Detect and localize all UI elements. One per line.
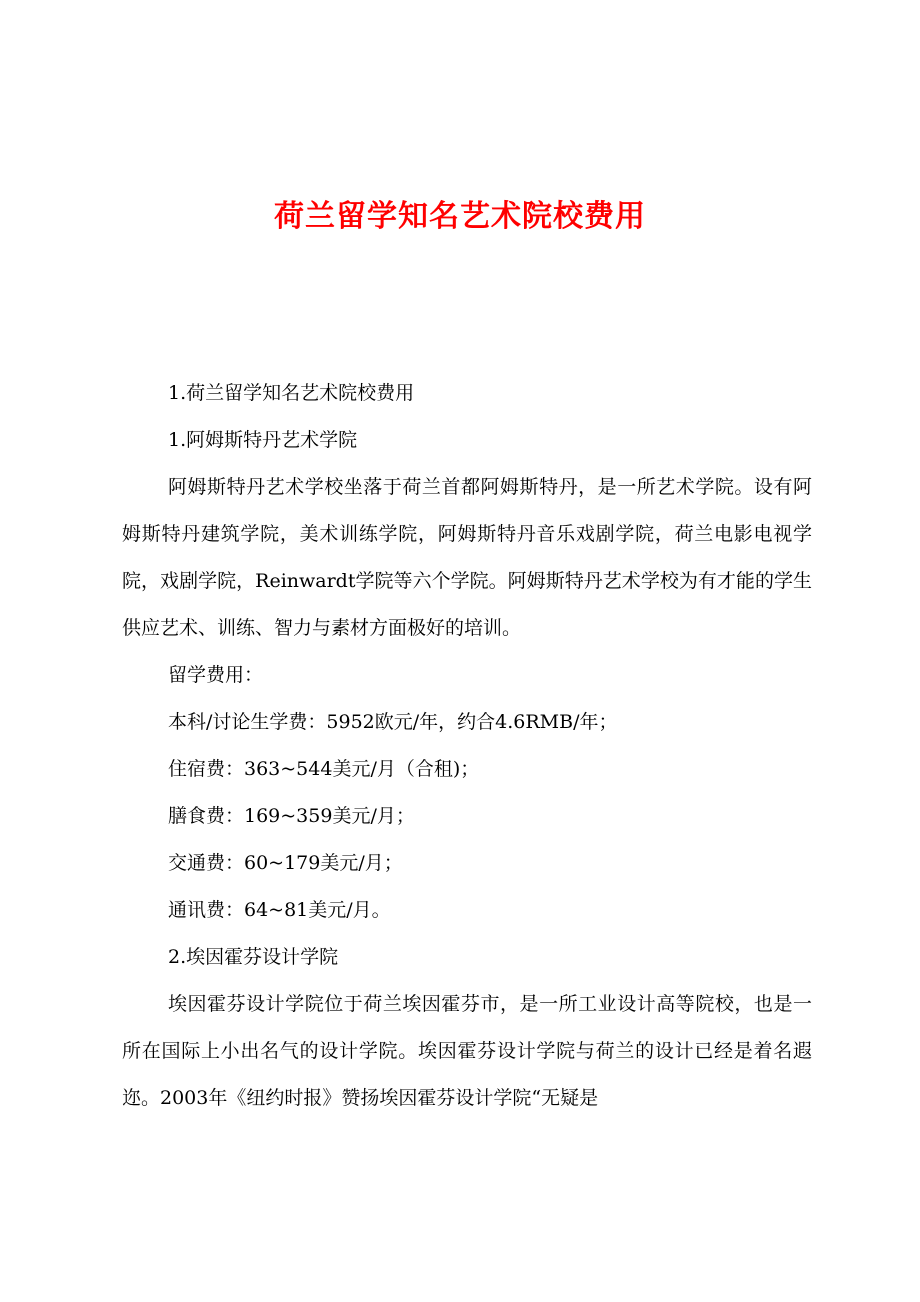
fees-heading: 留学费用： (168, 664, 264, 686)
fee-transport: 交通费：60~179美元/月； (168, 852, 403, 874)
school-heading: 2.埃因霍芬设计学院 (168, 946, 339, 968)
school-description: 阿姆斯特丹艺术学校坐落于荷兰首都阿姆斯特丹，是一所艺术学院。设有阿姆斯特丹建筑学院，美术训练学院，阿姆斯特丹音乐戏剧学院，荷兰电影电视学院，戏剧学院，Reinwardt学院等六个学院。阿姆斯特丹艺术学校为有才能的学生供应艺术、训练、智力与素材方面极好的培训。 (122, 476, 812, 639)
fee-communication: 通讯费：64~81美元/月。 (168, 899, 391, 921)
section-heading: 1.荷兰留学知名艺术院校费用 (168, 382, 415, 404)
fee-accommodation: 住宿费：363~544美元/月（合租)； (168, 758, 480, 780)
document-body (122, 370, 812, 1122)
school-heading: 1.阿姆斯特丹艺术学院 (168, 429, 358, 451)
document-title: 荷兰留学知名艺术院校费用 (274, 199, 646, 234)
fee-meals: 膳食费：169~359美元/月； (168, 805, 415, 827)
fee-tuition: 本科/讨论生学费：5952欧元/年，约合4.6RMB/年； (168, 711, 618, 733)
school-description: 埃因霍芬设计学院位于荷兰埃因霍芬市，是一所工业设计高等院校，也是一所在国际上小出名气的设计学院。埃因霍芬设计学院与荷兰的设计已经是着名遐迩。2003年《纽约时报》赞扬埃因霍芬设计学院“无疑是 (122, 993, 812, 1109)
